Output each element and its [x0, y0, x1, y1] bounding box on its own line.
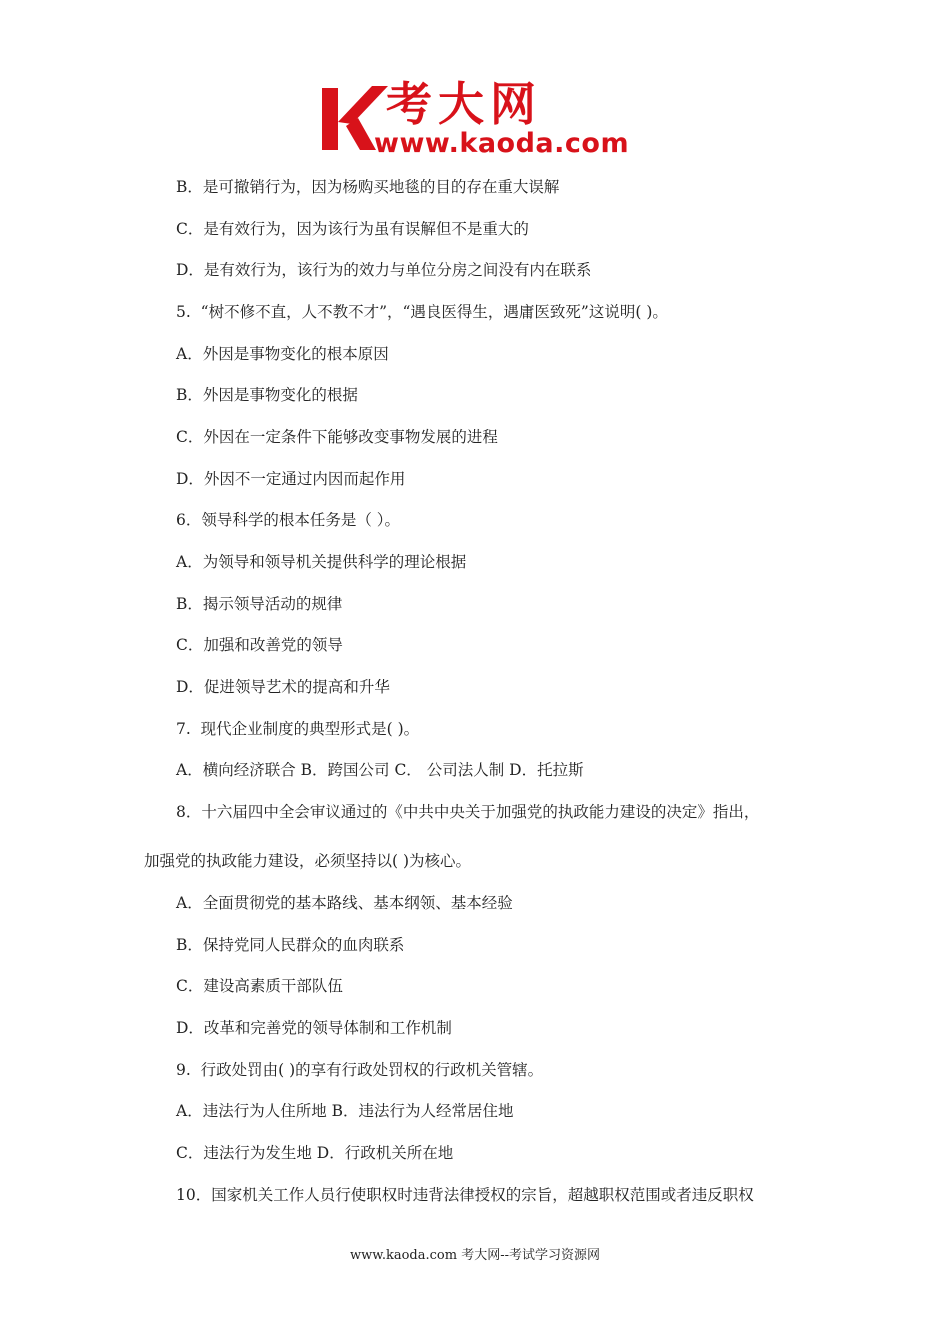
- question-8-line-1: 8．十六届四中全会审议通过的《中共中央关于加强党的执政能力建设的决定》指出，: [176, 803, 760, 821]
- options-9-ab: A．违法行为人住所地 B．违法行为人经常居住地: [176, 1102, 514, 1120]
- question-5: 5. “树不修不直，人不教不才”，“遇良医得生，遇庸医致死”这说明( )。: [176, 303, 668, 321]
- question-7: 7. 现代企业制度的典型形式是( )。: [176, 720, 420, 738]
- question-6: 6．领导科学的根本任务是（ ）。: [176, 511, 401, 529]
- question-8-line-2: 加强党的执政能力建设，必须坚持以( )为核心。: [144, 852, 472, 870]
- option-8d: D．改革和完善党的领导体制和工作机制: [176, 1019, 452, 1037]
- option-4d: D．是有效行为，该行为的效力与单位分房之间没有内在联系: [176, 261, 592, 279]
- option-6b: B．揭示领导活动的规律: [176, 595, 343, 613]
- option-6d: D．促进领导艺术的提高和升华: [176, 678, 390, 696]
- options-9-cd: C．违法行为发生地 D．行政机关所在地: [176, 1144, 454, 1162]
- option-6a: A．为领导和领导机关提供科学的理论根据: [176, 553, 467, 571]
- option-5a: A．外因是事物变化的根本原因: [176, 345, 389, 363]
- option-4b: B．是可撤销行为，因为杨购买地毯的目的存在重大误解: [176, 178, 560, 196]
- question-9: 9. 行政处罚由( )的享有行政处罚权的行政机关管辖。: [176, 1061, 544, 1079]
- option-4c: C．是有效行为，因为该行为虽有误解但不是重大的: [176, 220, 529, 238]
- option-6c: C．加强和改善党的领导: [176, 636, 343, 654]
- option-8c: C．建设高素质干部队伍: [176, 977, 343, 995]
- option-5b: B．外因是事物变化的根据: [176, 386, 358, 404]
- option-8b: B．保持党同人民群众的血肉联系: [176, 936, 405, 954]
- option-5c: C．外因在一定条件下能够改变事物发展的进程: [176, 428, 498, 446]
- kaoda-logo: [318, 77, 648, 162]
- question-10: 10．国家机关工作人员行使职权时违背法律授权的宗旨，超越职权范围或者违反职权: [176, 1186, 754, 1204]
- page-footer: www.kaoda.com 考大网--考试学习资源网: [350, 1248, 600, 1263]
- logo-url: www.kaoda.com: [374, 128, 630, 159]
- logo-chinese-name: 考大网: [386, 77, 542, 131]
- options-7: A．横向经济联合 B．跨国公司 C． 公司法人制 D．托拉斯: [176, 761, 584, 779]
- option-8a: A．全面贯彻党的基本路线、基本纲领、基本经验: [176, 894, 513, 912]
- option-5d: D．外因不一定通过内因而起作用: [176, 470, 406, 488]
